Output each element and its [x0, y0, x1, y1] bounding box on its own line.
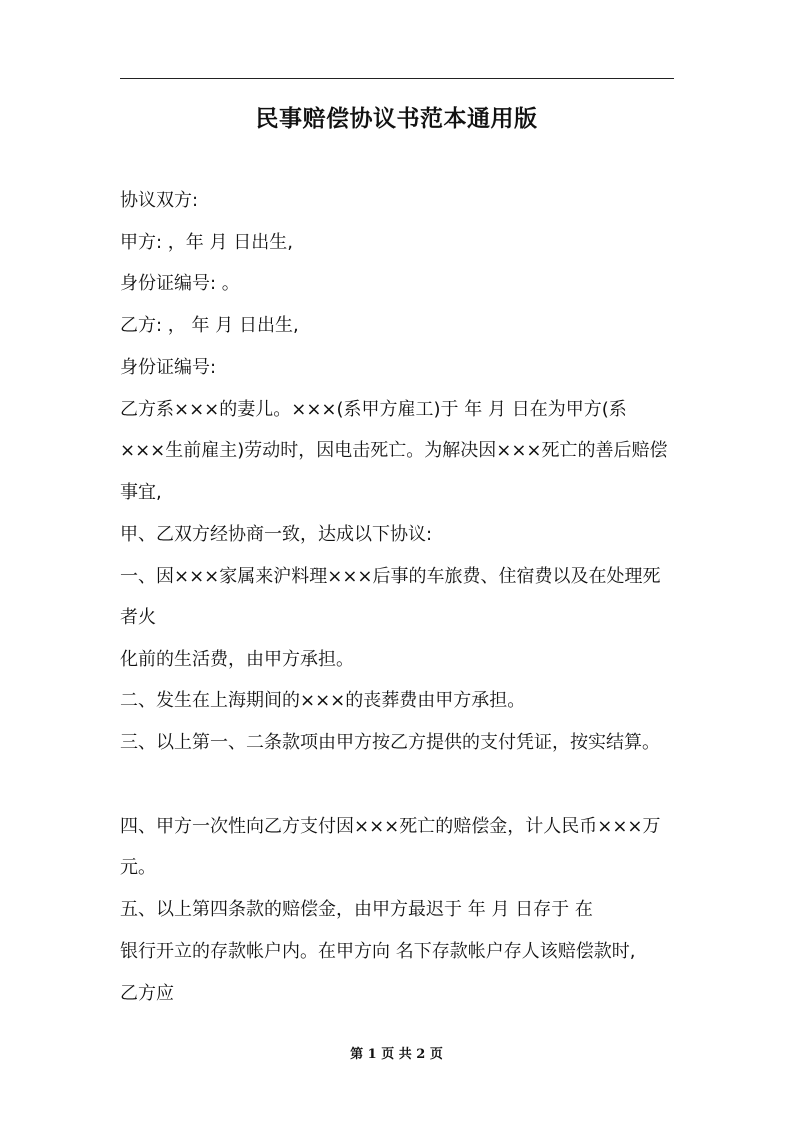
paragraph-line: 银行开立的存款帐户内。在甲方向 名下存款帐户存人该赔偿款时,: [120, 941, 636, 962]
paragraph-line: 甲方: ，年 月 日出生,: [120, 232, 293, 253]
paragraph-line: 者火: [120, 607, 156, 628]
document-title: 民事赔偿协议书范本通用版: [255, 106, 538, 132]
paragraph-line: 四、甲方一次性向乙方支付因×××死亡的赔偿金，计人民币×××万: [120, 816, 661, 837]
paragraph-line: 元。: [120, 857, 156, 878]
paragraph-line: 化前的生活费，由甲方承担。: [120, 649, 354, 670]
paragraph-line: 五、以上第四条款的赔偿金，由甲方最迟于 年 月 日存于 在: [120, 899, 593, 920]
paragraph-line: 乙方应: [120, 983, 174, 1004]
paragraph-line: 乙方: ， 年 月 日出生,: [120, 315, 299, 336]
page-number: 第 1 页 共 2 页: [350, 1047, 443, 1062]
paragraph-line: 协议双方:: [120, 190, 199, 211]
paragraph-line: 身份证编号: 。: [120, 273, 240, 294]
paragraph-line: 一、因×××家属来沪料理×××后事的车旅费、住宿费以及在处理死: [120, 566, 661, 587]
paragraph-line: ×××生前雇主)劳动时，因电击死亡。为解决因×××死亡的善后赔偿: [120, 440, 668, 461]
header-rule: [120, 78, 674, 79]
paragraph-line: 三、以上第一、二条款项由甲方按乙方提供的支付凭证，按实结算。: [120, 732, 660, 753]
paragraph-line: 身份证编号:: [120, 357, 217, 378]
paragraph-line: 甲、乙双方经协商一致，达成以下协议:: [120, 524, 433, 545]
paragraph-line: 二、发生在上海期间的×××的丧葬费由甲方承担。: [120, 690, 526, 711]
paragraph-line: 事宜,: [120, 482, 162, 503]
paragraph-line: 乙方系×××的妻儿。×××(系甲方雇工)于 年 月 日在为甲方(系: [120, 399, 627, 420]
